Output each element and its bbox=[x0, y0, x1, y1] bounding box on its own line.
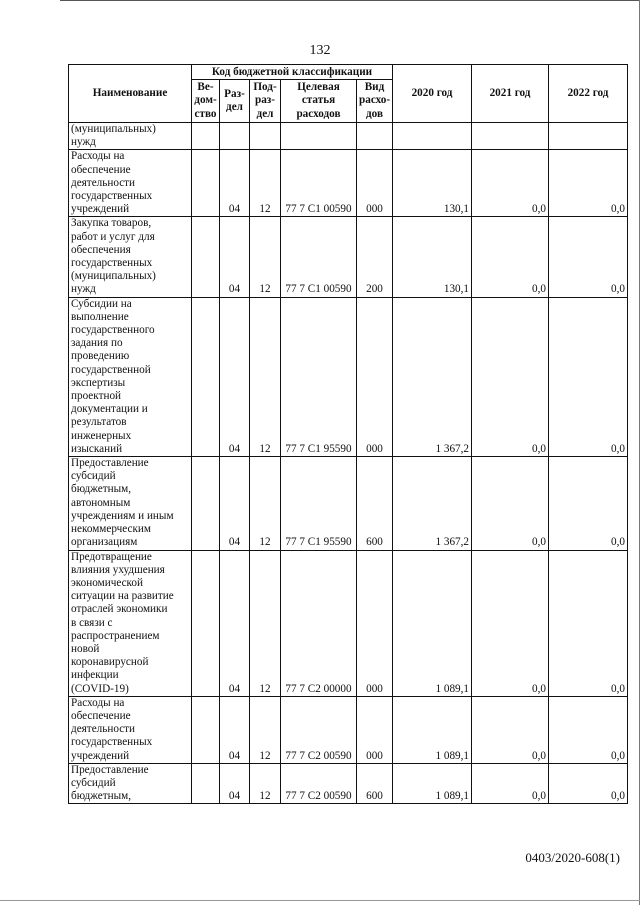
row-2020: 1 089,1 bbox=[393, 550, 472, 696]
row-name: Предоставление субсидий бюджетным, bbox=[69, 763, 192, 804]
header-vedomstvo: Ве- дом- ство bbox=[192, 80, 220, 123]
table-row bbox=[69, 550, 628, 696]
row-2021: 0,0 bbox=[472, 297, 549, 456]
row-razdel: 04 bbox=[220, 763, 250, 804]
row-vedomstvo bbox=[192, 217, 220, 297]
row-2021: 0,0 bbox=[472, 763, 549, 804]
budget-table bbox=[68, 64, 628, 804]
table-body bbox=[69, 123, 628, 804]
row-target-article: 77 7 C2 00590 bbox=[281, 763, 357, 804]
row-vedomstvo bbox=[192, 763, 220, 804]
row-target-article: 77 7 C2 00590 bbox=[281, 696, 357, 763]
row-vedomstvo bbox=[192, 150, 220, 217]
row-2021: 0,0 bbox=[472, 457, 549, 550]
row-name: Закупка товаров, работ и услуг для обеспечения государственных (муниципальных) нужд bbox=[69, 217, 192, 297]
row-razdel: 04 bbox=[220, 217, 250, 297]
header-2021: 2021 год bbox=[472, 65, 549, 123]
row-name: (муниципальных) нужд bbox=[69, 123, 192, 150]
row-name: Расходы на обеспечение деятельности государственных учреждений bbox=[69, 696, 192, 763]
row-name: Предоставление субсидий бюджетным, автономным учреждениям и иным некоммерческим организациям bbox=[69, 457, 192, 550]
row-podrazdel: 12 bbox=[250, 457, 281, 550]
row-name: Предотвращение влияния ухудшения экономической ситуации на развитие отраслей экономики в связи с распространением новой коронавирусной инфекции (COVID-19) bbox=[69, 550, 192, 696]
table-row bbox=[69, 457, 628, 550]
row-vedomstvo bbox=[192, 696, 220, 763]
row-name: Расходы на обеспечение деятельности государственных учреждений bbox=[69, 150, 192, 217]
row-2020: 1 089,1 bbox=[393, 763, 472, 804]
row-expense-type: 000 bbox=[357, 297, 393, 456]
row-target-article: 77 7 C1 95590 bbox=[281, 297, 357, 456]
row-razdel: 04 bbox=[220, 150, 250, 217]
row-podrazdel: 12 bbox=[250, 150, 281, 217]
row-2022: 0,0 bbox=[549, 763, 628, 804]
table-row bbox=[69, 217, 628, 297]
table-row bbox=[69, 123, 628, 150]
row-2021: 0,0 bbox=[472, 696, 549, 763]
scan-edge-top bbox=[60, 0, 640, 1]
row-2020: 1 367,2 bbox=[393, 457, 472, 550]
row-expense-type: 000 bbox=[357, 550, 393, 696]
row-2021: 0,0 bbox=[472, 217, 549, 297]
row-2022: 0,0 bbox=[549, 550, 628, 696]
row-target-article: 77 7 C1 00590 bbox=[281, 150, 357, 217]
row-podrazdel bbox=[250, 123, 281, 150]
row-vedomstvo bbox=[192, 297, 220, 456]
row-razdel: 04 bbox=[220, 457, 250, 550]
page-number: 132 bbox=[309, 43, 331, 58]
row-razdel: 04 bbox=[220, 297, 250, 456]
table-row bbox=[69, 150, 628, 217]
header-2020: 2020 год bbox=[393, 65, 472, 123]
header-razdel: Раз- дел bbox=[220, 80, 250, 123]
row-podrazdel: 12 bbox=[250, 763, 281, 804]
row-podrazdel: 12 bbox=[250, 217, 281, 297]
row-expense-type: 200 bbox=[357, 217, 393, 297]
row-target-article: 77 7 C2 00000 bbox=[281, 550, 357, 696]
row-target-article: 77 7 C1 00590 bbox=[281, 217, 357, 297]
row-expense-type: 000 bbox=[357, 150, 393, 217]
row-2022: 0,0 bbox=[549, 297, 628, 456]
row-2020: 130,1 bbox=[393, 150, 472, 217]
row-podrazdel: 12 bbox=[250, 696, 281, 763]
header-2022: 2022 год bbox=[549, 65, 628, 123]
row-2020 bbox=[393, 123, 472, 150]
header-name: Наименование bbox=[69, 65, 192, 123]
header-expense-type: Вид расхо- дов bbox=[357, 80, 393, 123]
row-2022: 0,0 bbox=[549, 457, 628, 550]
row-expense-type bbox=[357, 123, 393, 150]
row-2021: 0,0 bbox=[472, 550, 549, 696]
header-podrazdel: Под- раз- дел bbox=[250, 80, 281, 123]
row-2020: 1 367,2 bbox=[393, 297, 472, 456]
row-2022 bbox=[549, 123, 628, 150]
table-header bbox=[69, 65, 628, 123]
row-name: Субсидии на выполнение государственного задания по проведению государственной экспертизы проектной документации и результатов инженерных изысканий bbox=[69, 297, 192, 456]
header-classification-group: Код бюджетной классификации bbox=[192, 65, 393, 80]
row-2021: 0,0 bbox=[472, 150, 549, 217]
row-vedomstvo bbox=[192, 457, 220, 550]
row-expense-type: 000 bbox=[357, 696, 393, 763]
table-row bbox=[69, 297, 628, 456]
scan-edge-bottom bbox=[0, 900, 640, 901]
row-expense-type: 600 bbox=[357, 457, 393, 550]
document-code: 0403/2020-608(1) bbox=[525, 850, 620, 865]
table-row bbox=[69, 696, 628, 763]
row-vedomstvo bbox=[192, 123, 220, 150]
row-2021 bbox=[472, 123, 549, 150]
row-podrazdel: 12 bbox=[250, 550, 281, 696]
row-2022: 0,0 bbox=[549, 696, 628, 763]
row-expense-type: 600 bbox=[357, 763, 393, 804]
row-target-article bbox=[281, 123, 357, 150]
row-2020: 130,1 bbox=[393, 217, 472, 297]
table-row bbox=[69, 763, 628, 804]
row-2022: 0,0 bbox=[549, 217, 628, 297]
header-target-article: Целевая статья расходов bbox=[281, 80, 357, 123]
row-target-article: 77 7 C1 95590 bbox=[281, 457, 357, 550]
row-razdel: 04 bbox=[220, 696, 250, 763]
row-2020: 1 089,1 bbox=[393, 696, 472, 763]
row-razdel: 04 bbox=[220, 550, 250, 696]
row-razdel bbox=[220, 123, 250, 150]
row-2022: 0,0 bbox=[549, 150, 628, 217]
row-vedomstvo bbox=[192, 550, 220, 696]
row-podrazdel: 12 bbox=[250, 297, 281, 456]
